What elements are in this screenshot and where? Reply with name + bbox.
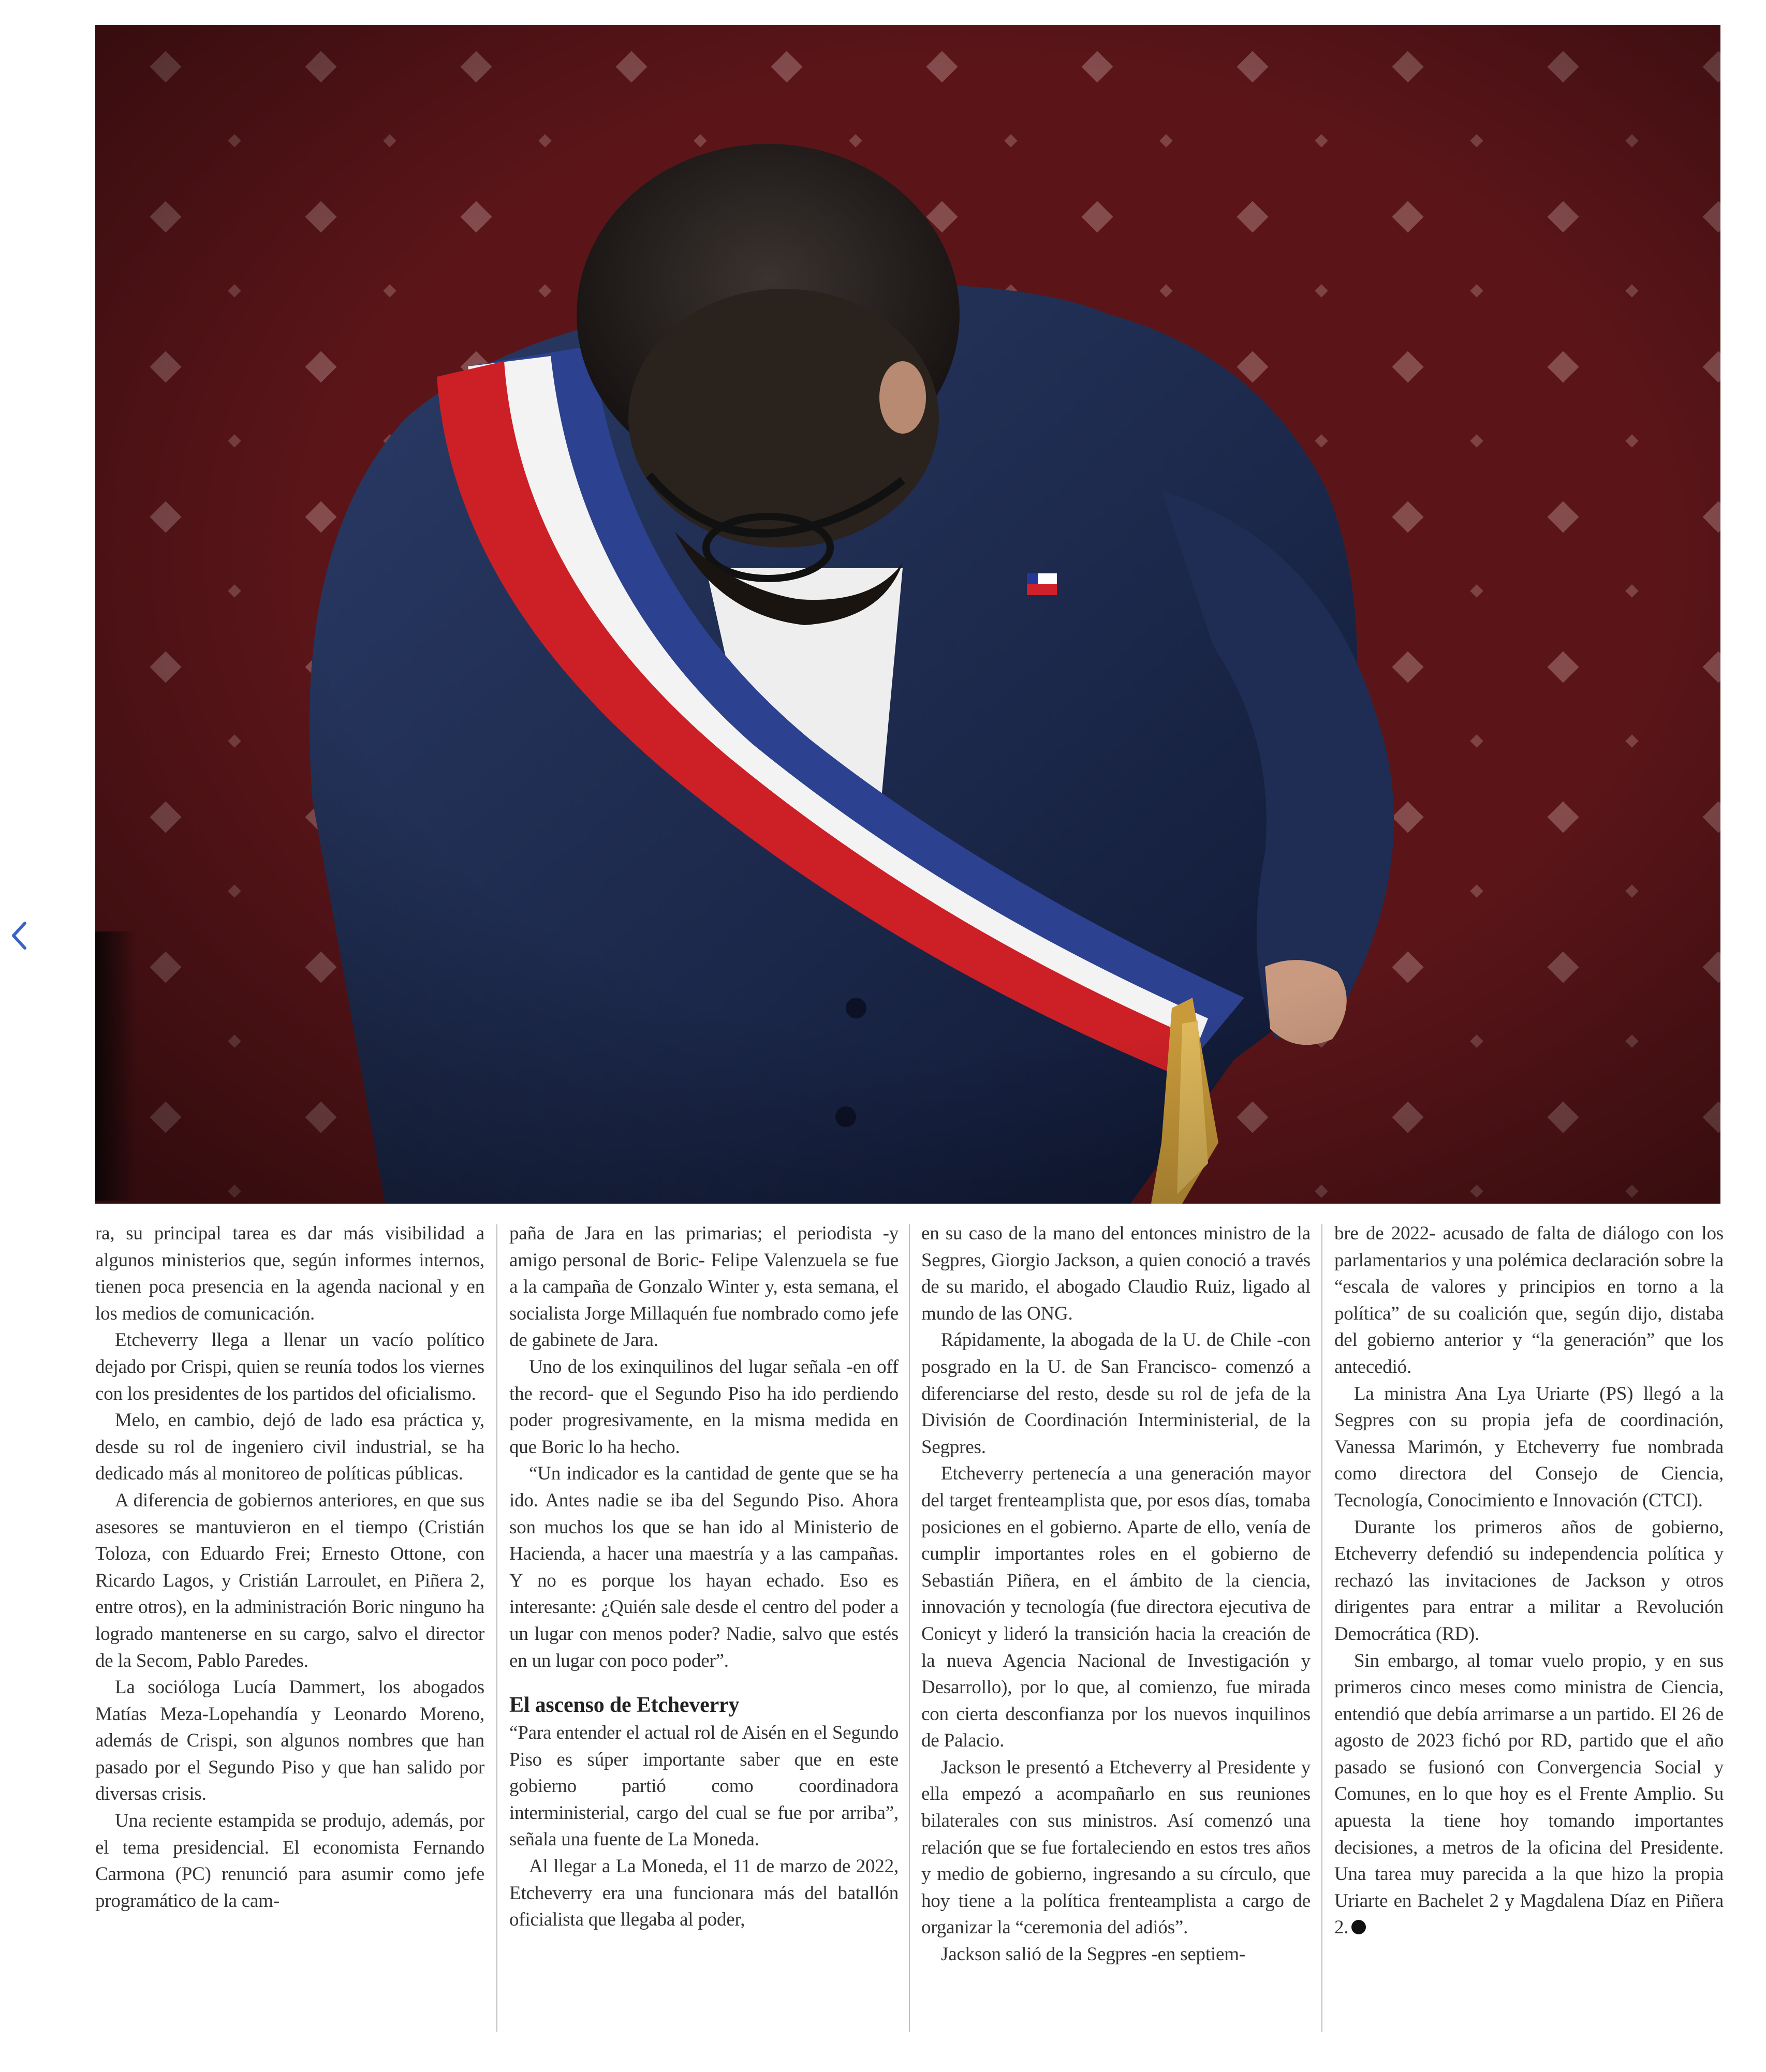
paragraph-text: Sin embargo, al tomar vuelo propio, y en sus primeros cinco meses como ministra de Ciencia, entendió que debía arrimarse a un partido. El 26 de agosto de 2023 fichó por RD, partido que el año pasado se fusionó con Convergencia Social y Comunes, en lo que hoy es el Frente Amplio. Su apuesta la tiene hoy tomando importantes decisiones, a metros de la oficina del Presidente. Una tarea muy parecida a la que hizo la propia Uriarte en Bachelet 2 y Magdalena Díaz en Piñera 2. bbox=[1334, 1650, 1724, 1938]
paragraph: bre de 2022- acusado de falta de diálogo con los parlamentarios y una polémica declaración sobre la “escala de valores y principios en torno a la política” de su coalición que, según dijo, distaba del gobierno anterior y “la generación” que los antecedió. bbox=[1334, 1223, 1724, 1378]
article-body bbox=[95, 1220, 1724, 2033]
paragraph: paña de Jara en las primarias; el periodista -y amigo personal de Boric- Felipe Valenzuela se fue a la campaña de Gonzalo Winter y, esta semana, el socialista Jorge Millaquén fue nombrado como jefe de gabinete de Jara. bbox=[509, 1223, 899, 1351]
paragraph: Jackson le presentó a Etcheverry al Presidente y ella empezó a acompañarlo en sus reuniones bilaterales con sus ministros. Así comenzó una relación que se fue fortaleciendo en estos tres años y medio de gobierno, ingresando a su círculo, que hoy tiene a la política frenteamplista a cargo de organizar la “ceremonia del adiós”. bbox=[921, 1756, 1311, 1938]
paragraph: Uno de los exinquilinos del lugar señala -en off the record- que el Segundo Piso ha ido perdiendo poder progresivamente, en la misma medida en que Boric lo ha hecho. bbox=[509, 1356, 899, 1458]
paragraph: Melo, en cambio, dejó de lado esa práctica y, desde su rol de ingeniero civil industrial, se ha dedicado más al monitoreo de políticas públicas. bbox=[95, 1410, 484, 1485]
paragraph: en su caso de la mano del entonces ministro de la Segpres, Giorgio Jackson, a quien conoció a través de su marido, el abogado Claudio Ruiz, ligado al mundo de las ONG. bbox=[921, 1223, 1311, 1324]
paragraph: Una reciente estampida se produjo, además, por el tema presidencial. El economista Fernando Carmona (PC) renunció para asumir como jefe programático de la cam- bbox=[95, 1810, 484, 1912]
paragraph: Etcheverry llega a llenar un vacío político dejado por Crispi, quien se reunía todos los viernes con los presidentes de los partidos del oficialismo. bbox=[95, 1329, 484, 1404]
column-divider bbox=[909, 1224, 910, 2032]
paragraph: Jackson salió de la Segpres -en septiem- bbox=[941, 1944, 1245, 1965]
end-of-article-dot-icon bbox=[1351, 1920, 1366, 1934]
chevron-left-icon[interactable] bbox=[9, 920, 29, 951]
section-subheading: El ascenso de Etcheverry bbox=[509, 1693, 740, 1718]
paragraph: “Un indicador es la cantidad de gente que se ha ido. Antes nadie se iba del Segundo Piso. Ahora son muchos los que se han ido al Ministerio de Hacienda, a hacer una maestría y a las campañas. Y no es porque los hayan echado. Eso es interesante: ¿Quién sale desde el centro del poder a un lugar con menos poder? Nadie, salvo que estés en un lugar con poco poder”. bbox=[509, 1463, 899, 1671]
paragraph: Al llegar a La Moneda, el 11 de marzo de 2022, Etcheverry era una funcionara más del batallón oficialista que llegaba al poder, bbox=[509, 1856, 899, 1931]
article-column-4 bbox=[1334, 1220, 1724, 1941]
article-column-2 bbox=[509, 1220, 899, 1933]
paragraph-last bbox=[1334, 1648, 1724, 1942]
photo-of-president-with-sash-icon bbox=[95, 25, 1720, 1204]
column-divider bbox=[496, 1224, 497, 2032]
paragraph: ra, su principal tarea es dar más visibilidad a algunos ministerios que, según informes internos, tienen poca presencia en la agenda nacional y en los medios de comunicación. bbox=[95, 1223, 484, 1324]
column-divider bbox=[1321, 1224, 1322, 2032]
paragraph: La ministra Ana Lya Uriarte (PS) llegó a la Segpres con su propia jefa de coordinación, Vanessa Marimón, y Etcheverry fue nombrada como directora del Consejo de Ciencia, Tecnología, Conocimiento e Innovación (CTCI). bbox=[1334, 1383, 1724, 1511]
article-photo bbox=[95, 25, 1720, 1204]
paragraph: “Para entender el actual rol de Aisén en el Segundo Piso es súper importante saber que en este gobierno partió como coordinadora interministerial, cargo del cual se fue por arriba”, señala una fuente de La Moneda. bbox=[509, 1722, 899, 1851]
article-column-1 bbox=[95, 1220, 484, 1914]
paragraph: Rápidamente, la abogada de la U. de Chile -con posgrado en la U. de San Francisco- comenzó a diferenciarse del resto, desde su rol de jefa de la División de Coordinación Interministerial, de la Segpres. bbox=[921, 1329, 1311, 1458]
article-column-3 bbox=[921, 1220, 1311, 1968]
paragraph: Durante los primeros años de gobierno, Etcheverry defendió su independencia política y rechazó las invitaciones de Jackson y otros dirigentes para entrar a militar a Revolución Democrática (RD). bbox=[1334, 1516, 1724, 1645]
paragraph: A diferencia de gobiernos anteriores, en que sus asesores se mantuvieron en el tiempo (Cristián Toloza, con Eduardo Frei; Ernesto Ottone, con Ricardo Lagos, y Cristián Larroulet, en Piñera 2, entre otros), en la administración Boric ninguno ha logrado mantenerse en su cargo, salvo el director de la Secom, Pablo Paredes. bbox=[95, 1489, 484, 1671]
paragraph: Etcheverry pertenecía a una generación mayor del target frenteamplista que, por esos días, tomaba posiciones en el gobierno. Aparte de ello, venía de cumplir importantes roles en el gobierno de Sebastián Piñera, en el ámbito de la ciencia, innovación y tecnología (fue directora ejecutiva de Conicyt y lideró la transición hacia la creación de la nueva Agencia Nacional de Investigación y Desarrollo), por lo que, al comienzo, fue mirada con cierta desconfianza por los nuevos inquilinos de Palacio. bbox=[921, 1463, 1311, 1752]
paragraph: La socióloga Lucía Dammert, los abogados Matías Meza-Lopehandía y Leonardo Moreno, además de Crispi, son algunos nombres que han pasado por el Segundo Piso y que han salido por diversas crisis. bbox=[95, 1677, 484, 1805]
